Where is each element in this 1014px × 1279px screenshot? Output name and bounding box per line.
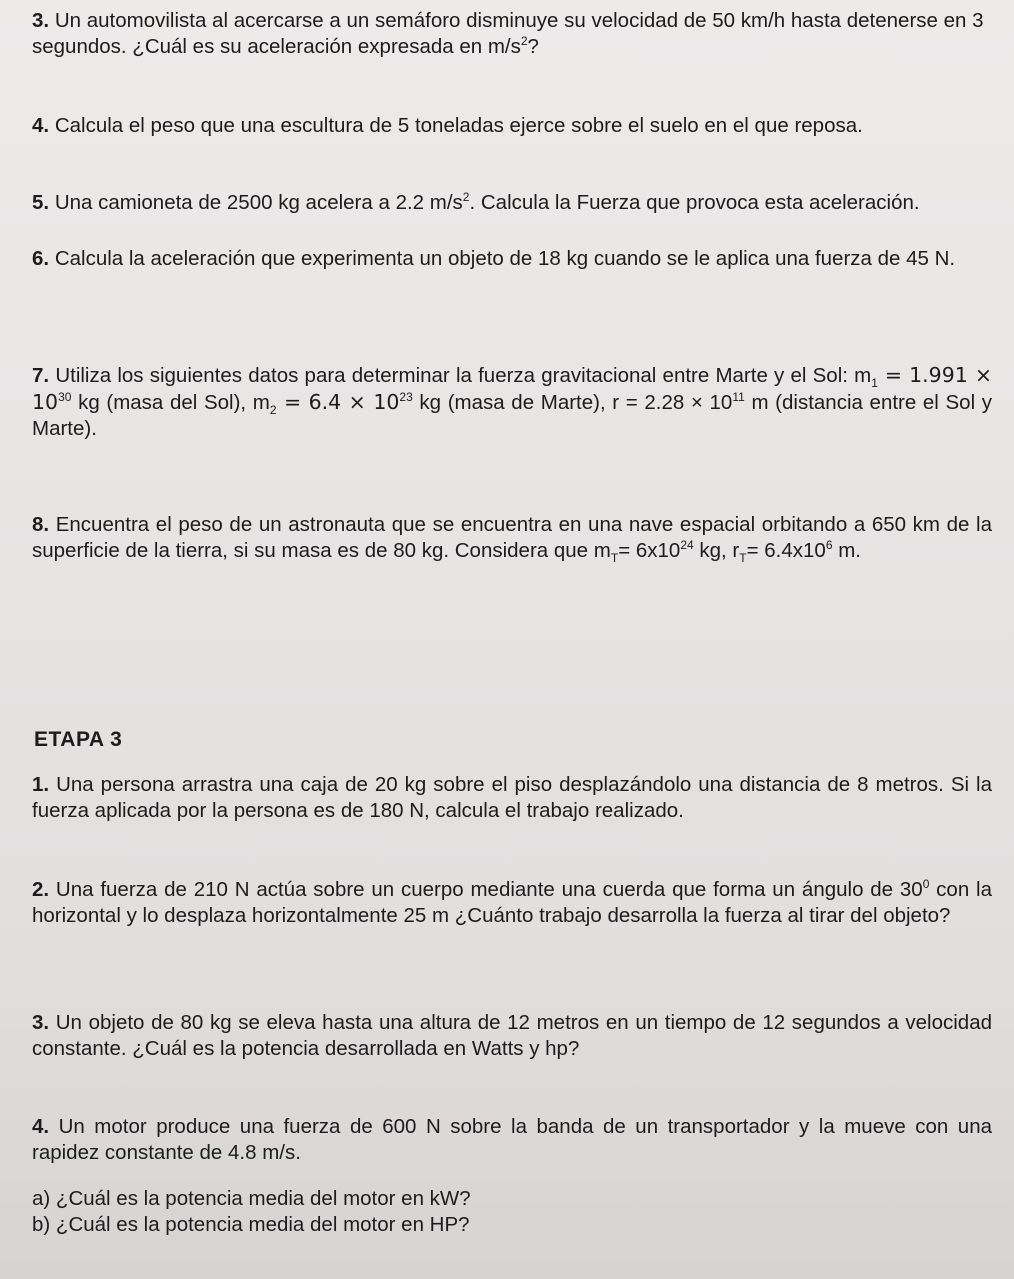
subscript: T xyxy=(739,551,747,566)
question-text: Una persona arrastra una caja de 20 kg sobre el piso desplazándolo una distancia de 8 metros. Si la fuerza aplicada por la persona es de 180 N, calcula el trabajo realizado. xyxy=(32,773,992,822)
question-number: 5. xyxy=(32,191,50,214)
question-2-5 xyxy=(32,190,992,216)
text-6: m (distancia entre el Sol y Marte). xyxy=(32,391,993,440)
exponent: 23 xyxy=(399,390,413,405)
text-2: = 6x10 xyxy=(618,539,681,562)
question-2-7 xyxy=(32,362,992,442)
question-3-4 xyxy=(32,1114,992,1166)
text-2: = 1.991 × 10 xyxy=(32,363,992,414)
question-text: Un automovilista al acercarse a un semáforo disminuye su velocidad de 50 km/h hasta detenerse en 3 segundos. ¿Cuál es su aceleración expresada en m/s xyxy=(32,9,984,58)
text-4: = 6.4x10 xyxy=(746,539,826,562)
question-2-3 xyxy=(32,8,992,60)
question-text: Calcula la aceleración que experimenta un objeto de 18 kg cuando se le aplica una fuerza de 45 N. xyxy=(54,247,956,270)
question-text: Un objeto de 80 kg se eleva hasta una altura de 12 metros en un tiempo de 12 segundos a velocidad constante. ¿Cuál es la potencia desarrollada en Watts y hp? xyxy=(32,1011,992,1060)
question-number: 8. xyxy=(32,513,50,536)
question-end: ? xyxy=(527,35,539,58)
question-text: Un motor produce una fuerza de 600 N sobre la banda de un transportador y la mueve con una rapidez constante de 4.8 m/s. xyxy=(32,1115,992,1164)
exponent: 11 xyxy=(732,390,745,405)
question-3-2 xyxy=(32,877,992,929)
question-number: 3. xyxy=(32,9,50,32)
text-5: kg (masa de Marte), r = 2.28 × 10 xyxy=(412,391,733,414)
question-2-6 xyxy=(32,246,992,272)
question-number: 1. xyxy=(32,773,50,796)
question-number: 2. xyxy=(32,878,50,901)
degree-exponent: 0 xyxy=(922,877,930,892)
subscript: T xyxy=(610,551,619,566)
question-2-8 xyxy=(32,512,992,564)
question-3-4-a: a) ¿Cuál es la potencia media del motor en kW? xyxy=(32,1187,471,1210)
exponent: 30 xyxy=(58,390,72,405)
text-1: Una fuerza de 210 N actúa sobre un cuerpo mediante una cuerda que forma un ángulo de 30 xyxy=(55,878,923,901)
question-3-3 xyxy=(32,1010,992,1062)
exponent: 2 xyxy=(520,34,528,49)
text-1: Utiliza los siguientes datos para determinar la fuerza gravitacional entre Marte y el Sol: m xyxy=(55,364,872,387)
subscript: 2 xyxy=(269,403,277,418)
text-2: con la horizontal y lo desplaza horizontalmente 25 m ¿Cuánto trabajo desarrolla la fuerza al tirar del objeto? xyxy=(32,878,992,927)
question-number: 4. xyxy=(32,1115,50,1138)
exponent: 24 xyxy=(680,538,694,553)
subscript: 1 xyxy=(871,376,878,391)
question-number: 4. xyxy=(32,114,50,137)
text-3: kg, r xyxy=(693,539,740,562)
question-number: 3. xyxy=(32,1011,50,1034)
section-title: ETAPA 3 xyxy=(34,728,123,751)
text-3: kg (masa del Sol), m xyxy=(71,391,270,414)
question-text: Una camioneta de 2500 kg acelera a 2.2 m/s xyxy=(54,191,463,214)
exponent: 2 xyxy=(462,190,470,205)
question-number: 7. xyxy=(32,364,50,387)
question-3-4-b: b) ¿Cuál es la potencia media del motor en HP? xyxy=(32,1213,470,1236)
text-1: Encuentra el peso de un astronauta que se encuentra en una nave espacial orbitando a 650 km de la superficie de la tierra, si su masa es de 80 kg. Considera que m xyxy=(32,513,992,562)
question-text: Calcula el peso que una escultura de 5 toneladas ejerce sobre el suelo en el que reposa. xyxy=(54,114,863,137)
question-end: . Calcula la Fuerza que provoca esta aceleración. xyxy=(469,191,920,214)
text-4: = 6.4 × 10 xyxy=(276,390,400,414)
text-5: m. xyxy=(832,539,861,562)
question-2-4 xyxy=(32,113,992,139)
exponent: 6 xyxy=(825,538,833,553)
question-3-1 xyxy=(32,772,992,824)
question-number: 6. xyxy=(32,247,50,270)
